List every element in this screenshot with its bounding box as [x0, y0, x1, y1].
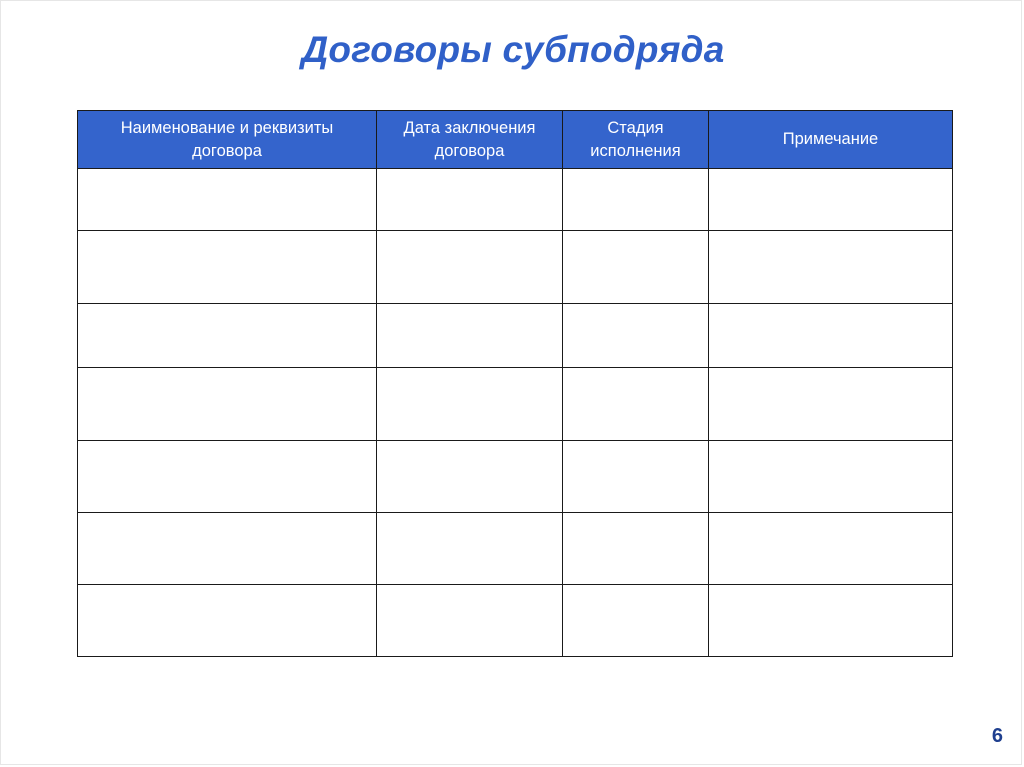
table-row: [78, 441, 953, 513]
table-cell[interactable]: [78, 169, 377, 231]
table-cell[interactable]: [78, 368, 377, 441]
table-cell[interactable]: [377, 513, 563, 585]
table-cell[interactable]: [563, 169, 709, 231]
table-cell[interactable]: [78, 513, 377, 585]
table-row: [78, 231, 953, 304]
table-row: [78, 304, 953, 368]
table-cell[interactable]: [709, 231, 953, 304]
table-cell[interactable]: [563, 304, 709, 368]
table-cell[interactable]: [709, 441, 953, 513]
table-cell[interactable]: [563, 441, 709, 513]
column-header-stage: Стадия исполнения: [563, 111, 709, 169]
table-cell[interactable]: [78, 304, 377, 368]
column-header-name: Наименование и реквизиты договора: [78, 111, 377, 169]
table-cell[interactable]: [377, 585, 563, 657]
table-cell[interactable]: [78, 231, 377, 304]
table-cell[interactable]: [377, 441, 563, 513]
page-number: 6: [991, 725, 1003, 747]
table-row: [78, 585, 953, 657]
table-cell[interactable]: [563, 368, 709, 441]
table-cell[interactable]: [78, 441, 377, 513]
table-cell[interactable]: [709, 304, 953, 368]
table-cell[interactable]: [709, 368, 953, 441]
table-cell[interactable]: [563, 513, 709, 585]
column-header-date: Дата заключения договора: [377, 111, 563, 169]
column-header-note: Примечание: [709, 111, 953, 169]
table-cell[interactable]: [377, 304, 563, 368]
table-cell[interactable]: [377, 169, 563, 231]
table-cell[interactable]: [709, 585, 953, 657]
table-cell[interactable]: [709, 513, 953, 585]
table-cell[interactable]: [709, 169, 953, 231]
table-row: [78, 169, 953, 231]
table-row: [78, 513, 953, 585]
table-cell[interactable]: [78, 585, 377, 657]
table-header-row: [78, 111, 953, 169]
table-cell[interactable]: [563, 231, 709, 304]
table-cell[interactable]: [377, 368, 563, 441]
subcontracts-table: [77, 110, 953, 657]
page-title: Договоры субподряда: [301, 29, 725, 70]
table-cell[interactable]: [563, 585, 709, 657]
table-row: [78, 368, 953, 441]
table-cell[interactable]: [377, 231, 563, 304]
